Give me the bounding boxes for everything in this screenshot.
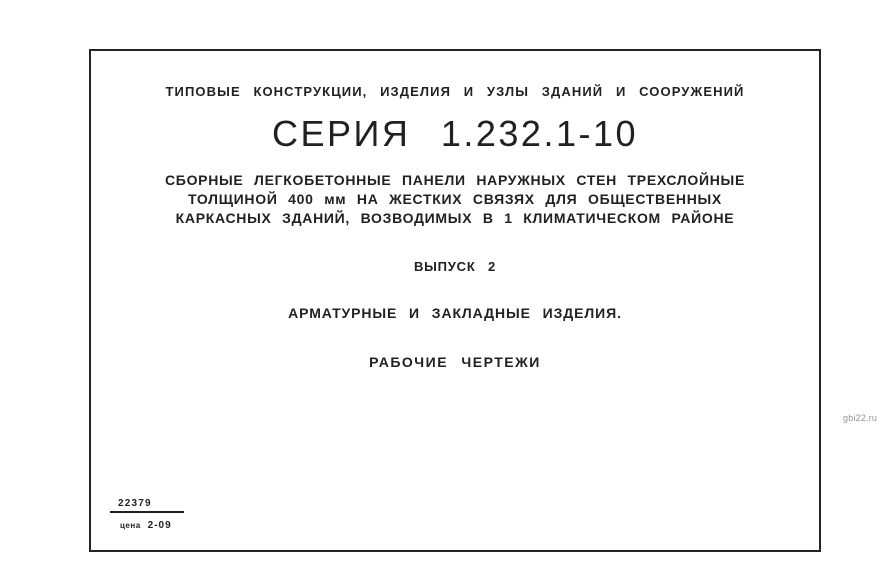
stamp-price-label: цена (120, 521, 141, 530)
description-line-3: КАРКАСНЫХ ЗДАНИЙ, ВОЗВОДИМЫХ В 1 КЛИМАТИЧЕСКОМ РАЙОНЕ (175, 210, 735, 226)
stamp-code: 22379 (110, 498, 184, 513)
price-stamp (110, 498, 184, 533)
stamp-price-value: 2-09 (147, 520, 172, 531)
description-line-1: СБОРНЫЕ ЛЕГКОБЕТОННЫЕ ПАНЕЛИ НАРУЖНЫХ СТЕН ТРЕХСЛОЙНЫЕ (165, 172, 745, 188)
issue-number: ВЫПУСК 2 (413, 259, 497, 274)
description-line-2: ТОЛЩИНОЙ 400 мм НА ЖЕСТКИХ СВЯЗЯХ ДЛЯ ОБЩЕСТВЕННЫХ (188, 191, 722, 207)
document-description (89, 171, 821, 228)
working-drawings-label: РАБОЧИЕ ЧЕРТЕЖИ (369, 354, 541, 370)
series-title: СЕРИЯ 1.232.1-10 (271, 113, 639, 154)
issue-contents-title: АРМАТУРНЫЕ И ЗАКЛАДНЫЕ ИЗДЕЛИЯ. (288, 305, 622, 321)
site-watermark: gbi22.ru (843, 413, 877, 423)
stamp-price-row (110, 513, 184, 533)
document-category-heading: ТИПОВЫЕ КОНСТРУКЦИИ, ИЗДЕЛИЯ И УЗЛЫ ЗДАНИЙ И СООРУЖЕНИЙ (165, 84, 745, 99)
